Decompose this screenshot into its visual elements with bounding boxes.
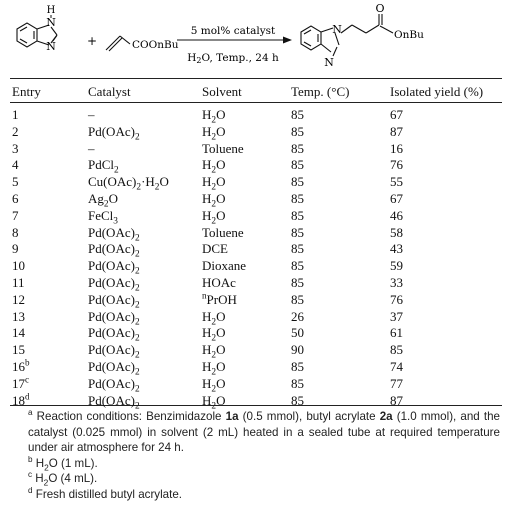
entry-cell: 13 — [12, 308, 25, 324]
entry-cell: 1 — [12, 107, 19, 122]
catalyst-cell: $Pd(OAc)_2$ — [88, 274, 140, 294]
yield-cell: 46 — [390, 207, 403, 223]
atom-n-top: N — [46, 16, 56, 29]
catalyst-cell: $Pd(OAc)_2$ — [88, 342, 140, 361]
catalyst-cell: $Pd(OAc)_2$ — [88, 258, 140, 277]
product-atom-n: N — [332, 23, 342, 36]
table-top-rule — [10, 78, 502, 79]
entry-cell: 4 — [12, 157, 19, 173]
yield-cell: 61 — [390, 325, 403, 341]
solvent-cell: $H_2O$ — [202, 392, 226, 412]
entry-cell: 16$^b$ — [12, 357, 30, 374]
temp-cell: 85 — [291, 392, 304, 408]
catalyst-cell: – — [88, 107, 95, 122]
table-row — [12, 157, 500, 174]
table-row — [12, 376, 500, 393]
product-structure — [301, 14, 393, 56]
temp-cell: 85 — [291, 258, 304, 274]
table-row — [12, 359, 500, 376]
solvent-cell: $H_2O$ — [202, 190, 226, 210]
yield-cell: 58 — [390, 224, 403, 240]
catalyst-cell: FeCl$_3$ — [88, 207, 118, 227]
yield-cell: 59 — [390, 258, 403, 274]
arrow-condition-bottom: H2O, Temp., 24 h — [187, 52, 279, 65]
table-row — [12, 292, 500, 309]
col-header-temp: Temp. (°C) — [291, 84, 350, 99]
yield-cell: 87 — [390, 392, 403, 408]
catalyst-cell: $Pd(OAc)_2$ — [88, 325, 140, 344]
solvent-cell: Toluene — [202, 140, 244, 156]
table-row — [12, 174, 500, 191]
table-row — [12, 102, 500, 124]
temp-cell: 85 — [291, 375, 304, 391]
col-header-solvent: Solvent — [202, 84, 242, 99]
solvent-cell: $H_2O$ — [202, 107, 226, 126]
solvent-cell: $^n$PrOH — [202, 290, 237, 307]
table-row — [12, 275, 500, 292]
catalyst-cell: – — [88, 140, 95, 156]
temp-cell: 90 — [291, 342, 304, 358]
yield-cell: 74 — [390, 358, 403, 374]
solvent-cell: $H_2O$ — [202, 375, 226, 395]
solvent-cell: $H_2O$ — [202, 174, 226, 193]
entry-cell: 18$^d$ — [12, 391, 30, 408]
entry-cell: 7 — [12, 207, 19, 223]
yield-cell: 76 — [390, 157, 403, 173]
temp-cell: 50 — [291, 325, 304, 341]
catalyst-cell: PdCl$_2$ — [88, 157, 119, 176]
catalyst-cell: $Pd(OAc)_2$ — [88, 291, 140, 311]
temp-cell: 85 — [291, 190, 304, 206]
product-atom-n2: N — [324, 56, 334, 69]
table-row — [12, 191, 500, 208]
entry-cell: 5 — [12, 174, 19, 190]
solvent-cell: DCE — [202, 241, 228, 257]
catalyst-cell: $Pd(OAc)_2$ — [88, 358, 140, 378]
yield-cell: 76 — [390, 291, 403, 307]
solvent-cell: Toluene — [202, 224, 244, 240]
yield-cell: 43 — [390, 241, 403, 257]
footnote-c: $^c$ $H_2O$ (4 mL). — [28, 470, 98, 488]
atom-h: H — [46, 5, 56, 16]
solvent-cell: $H_2O$ — [202, 342, 226, 361]
plus-sign: + — [86, 34, 98, 48]
catalyst-cell: $Ag_2O$ — [88, 190, 118, 210]
product-ester-group: OnBu — [394, 29, 424, 41]
table-row — [12, 309, 500, 326]
footnote-b: $^b$ $H_2O$ (1 mL). — [28, 454, 98, 472]
temp-cell: 85 — [291, 291, 304, 307]
temp-cell: 85 — [291, 358, 304, 374]
catalyst-cell: $Pd(OAc)_2$ — [88, 392, 140, 412]
entry-cell: 6 — [12, 190, 19, 206]
optimization-table — [12, 81, 500, 412]
entry-cell: 8 — [12, 224, 19, 240]
table-row — [12, 141, 500, 158]
entry-cell: 3 — [12, 140, 19, 156]
reaction-scheme — [0, 0, 511, 78]
arrow-condition-top: 5 mol% catalyst — [190, 25, 276, 37]
entry-cell: 14 — [12, 325, 25, 341]
solvent-cell: $H_2O$ — [202, 207, 226, 227]
catalyst-cell: $Pd(OAc)_2$ — [88, 308, 140, 328]
yield-cell: 67 — [390, 107, 403, 122]
yield-cell: 85 — [390, 342, 403, 358]
table-row — [12, 325, 500, 342]
entry-cell: 10 — [12, 258, 25, 274]
entry-cell: 17$^c$ — [12, 374, 30, 391]
entry-cell: 9 — [12, 241, 19, 257]
yield-cell: 16 — [390, 140, 403, 156]
temp-cell: 85 — [291, 123, 304, 139]
solvent-cell: $H_2O$ — [202, 157, 226, 176]
catalyst-cell: $Pd(OAc)_2$ — [88, 375, 140, 395]
temp-cell: 85 — [291, 224, 304, 240]
temp-cell: 85 — [291, 140, 304, 156]
entry-cell: 11 — [12, 274, 25, 290]
col-header-entry: Entry — [12, 84, 41, 99]
yield-cell: 67 — [390, 190, 403, 206]
table-row — [12, 342, 500, 359]
solvent-cell: $H_2O$ — [202, 308, 226, 328]
temp-cell: 85 — [291, 274, 304, 290]
catalyst-cell: $Pd(OAc)_2$ — [88, 224, 140, 244]
temp-cell: 85 — [291, 174, 304, 190]
entry-cell: 2 — [12, 123, 19, 139]
table-row — [12, 225, 500, 242]
catalyst-cell: $Pd(OAc)_2$ — [88, 123, 140, 143]
acrylate-group: COOnBu — [132, 39, 179, 51]
yield-cell: 55 — [390, 174, 403, 190]
table-row — [12, 241, 500, 258]
temp-cell: 85 — [291, 157, 304, 173]
solvent-cell: $H_2O$ — [202, 358, 226, 378]
solvent-cell: Dioxane — [202, 258, 247, 274]
table-header-row — [12, 81, 500, 102]
temp-cell: 85 — [291, 207, 304, 223]
yield-cell: 87 — [390, 123, 403, 139]
footnote-d: $^d$ Fresh distilled butyl acrylate. — [28, 485, 183, 501]
solvent-cell: HOAc — [202, 274, 236, 290]
table-row — [12, 208, 500, 225]
table-row — [12, 124, 500, 141]
yield-cell: 37 — [390, 308, 403, 324]
col-header-yield: Isolated yield (%) — [390, 84, 484, 99]
col-header-catalyst: Catalyst — [88, 84, 131, 99]
table-footnotes — [12, 409, 500, 502]
butyl-acrylate-structure — [106, 36, 130, 51]
catalyst-cell: $Cu(OAc)_2\cdot H_2O$ — [88, 174, 169, 193]
footnote-a: $^a$ Reaction conditions: Benzimidazole 1a (0.5 mmol), butyl acrylate 2a (1.0 mmol), and the catalyst (0.025 mmol) in solvent (2 mL) heated in a sealed tube at required temperature under air atmosphere for 24 h. — [28, 408, 500, 454]
yield-cell: 77 — [390, 375, 403, 391]
table-row — [12, 258, 500, 275]
atom-n-bottom: N — [46, 40, 56, 53]
yield-cell: 33 — [390, 274, 403, 290]
temp-cell: 85 — [291, 107, 304, 122]
product-carbonyl-o: O — [375, 2, 385, 15]
catalyst-cell: $Pd(OAc)_2$ — [88, 241, 140, 260]
solvent-cell: $H_2O$ — [202, 123, 226, 143]
temp-cell: 85 — [291, 241, 304, 257]
temp-cell: 26 — [291, 308, 304, 324]
solvent-cell: $H_2O$ — [202, 325, 226, 344]
entry-cell: 15 — [12, 342, 25, 358]
table-row — [12, 393, 500, 410]
entry-cell: 12 — [12, 291, 25, 307]
